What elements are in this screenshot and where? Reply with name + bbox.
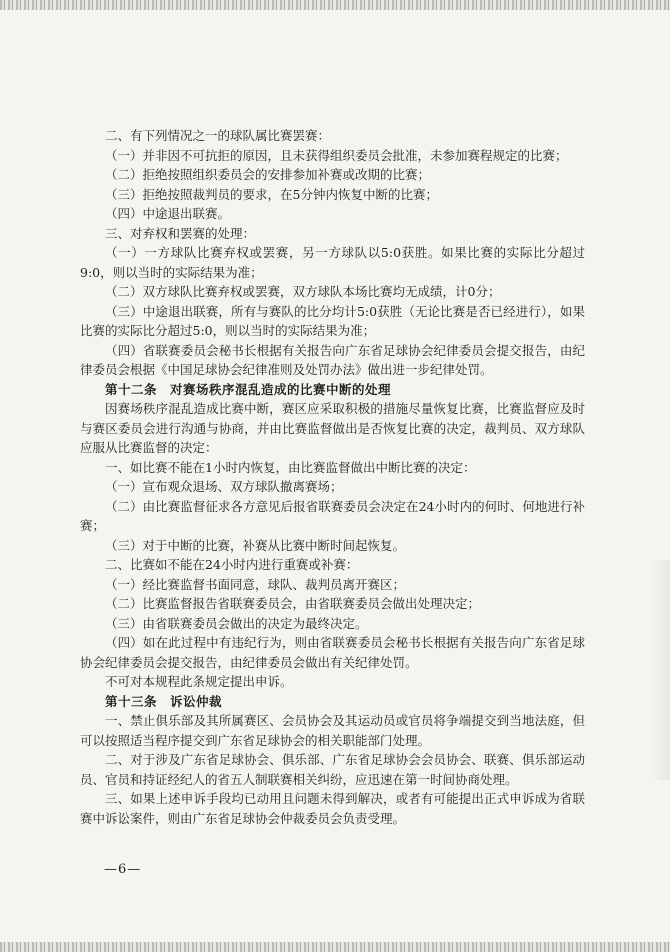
paragraph: 因赛场秩序混乱造成比赛中断，赛区应采取积极的措施尽量恢复比赛，比赛监督应及时与赛区委员会进行沟通与协商，并由比赛监督做出是否恢复比赛的决定，裁判员、双方球队应服从比赛监督的决定：	[80, 401, 585, 455]
sub-clause: （四）中途退出联赛。	[105, 206, 231, 221]
sub-clause: （一）宣布观众退场、双方球队撤离赛场；	[105, 479, 343, 494]
sub-clause: （三）由省联赛委员会做出的决定为最终决定。	[105, 615, 368, 631]
section-heading: 第十二条 对赛场秩序混乱造成的比赛中断的处理	[105, 381, 392, 397]
document-body	[80, 126, 585, 828]
page-number: —6—	[104, 862, 142, 877]
scan-edge-top	[0, 0, 670, 10]
sub-clause: （四）如在此过程中有违纪行为，则由省联赛委员会秘书长根据有关报告向广东省足球协会纪律委员会提交报告，由纪律委员会做出有关纪律处罚。	[80, 635, 585, 670]
sub-clause: （四）省联赛委员会秘书长根据有关报告向广东省足球协会纪律委员会提交报告，由纪律委员会根据《中国足球协会纪律准则及处罚办法》做出进一步纪律处罚。	[80, 342, 585, 377]
scan-edge-bottom	[0, 942, 670, 952]
sub-clause: （一）并非因不可抗拒的原因，且未获得组织委员会批准，未参加赛程规定的比赛；	[105, 147, 568, 163]
paragraph: 二、有下列情况之一的球队属比赛罢赛：	[105, 128, 331, 143]
sub-clause: （三）拒绝按照裁判员的要求，在5分钟内恢复中断的比赛；	[105, 186, 438, 202]
paragraph: 二、比赛如不能在24小时内进行重赛或补赛：	[105, 557, 359, 572]
paragraph: 三、对弃权和罢赛的处理：	[105, 225, 256, 241]
sub-clause: （三）中途退出联赛，所有与赛队的比分均计5:0获胜（无论比赛是否已经进行），如果比赛的实际比分超过5:0，则以当时的实际结果为准；	[80, 303, 585, 338]
paragraph: 二、对于涉及广东省足球协会、俱乐部、广东省足球协会会员协会、联赛、俱乐部运动员、官员和持证经纪人的省五人制联赛相关纠纷，应迅速在第一时间协商处理。	[80, 752, 585, 787]
sub-clause: （一）一方球队比赛弃权或罢赛，另一方球队以5:0获胜。如果比赛的实际比分超过9:0，则以当时的实际结果为准；	[80, 245, 585, 280]
sub-clause: （二）拒绝按照组织委员会的安排参加补赛或改期的比赛；	[105, 167, 431, 182]
sub-clause: （二）双方球队比赛弃权或罢赛，双方球队本场比赛均无成绩，计0分；	[105, 284, 501, 299]
sub-clause: （一）经比赛监督书面同意，球队、裁判员离开赛区；	[105, 576, 406, 592]
section-heading: 第十三条 诉讼仲裁	[105, 693, 223, 709]
sub-clause: （三）对于中断的比赛，补赛从比赛中断时间起恢复。	[105, 537, 406, 553]
paragraph: 一、禁止俱乐部及其所属赛区、会员协会及其运动员或官员将争端提交到当地法庭，但可以按照适当程序提交到广东省足球协会的相关职能部门处理。	[80, 713, 585, 748]
paragraph: 一、如比赛不能在1小时内恢复，由比赛监督做出中断比赛的决定：	[105, 459, 476, 475]
page-edge-shadow	[650, 560, 670, 780]
paragraph: 三、如果上述申诉手段均已动用且问题未得到解决，或者有可能提出正式申诉成为省联赛中诉讼案件，则由广东省足球协会仲裁委员会负责受理。	[80, 791, 585, 826]
sub-clause: （二）比赛监督报告省联赛委员会，由省联赛委员会做出处理决定；	[105, 596, 481, 611]
sub-clause: （二）由比赛监督征求各方意见后报省联赛委员会决定在24小时内的何时、何地进行补赛；	[80, 498, 585, 533]
paragraph: 不可对本规程此条规定提出申诉。	[105, 674, 293, 689]
